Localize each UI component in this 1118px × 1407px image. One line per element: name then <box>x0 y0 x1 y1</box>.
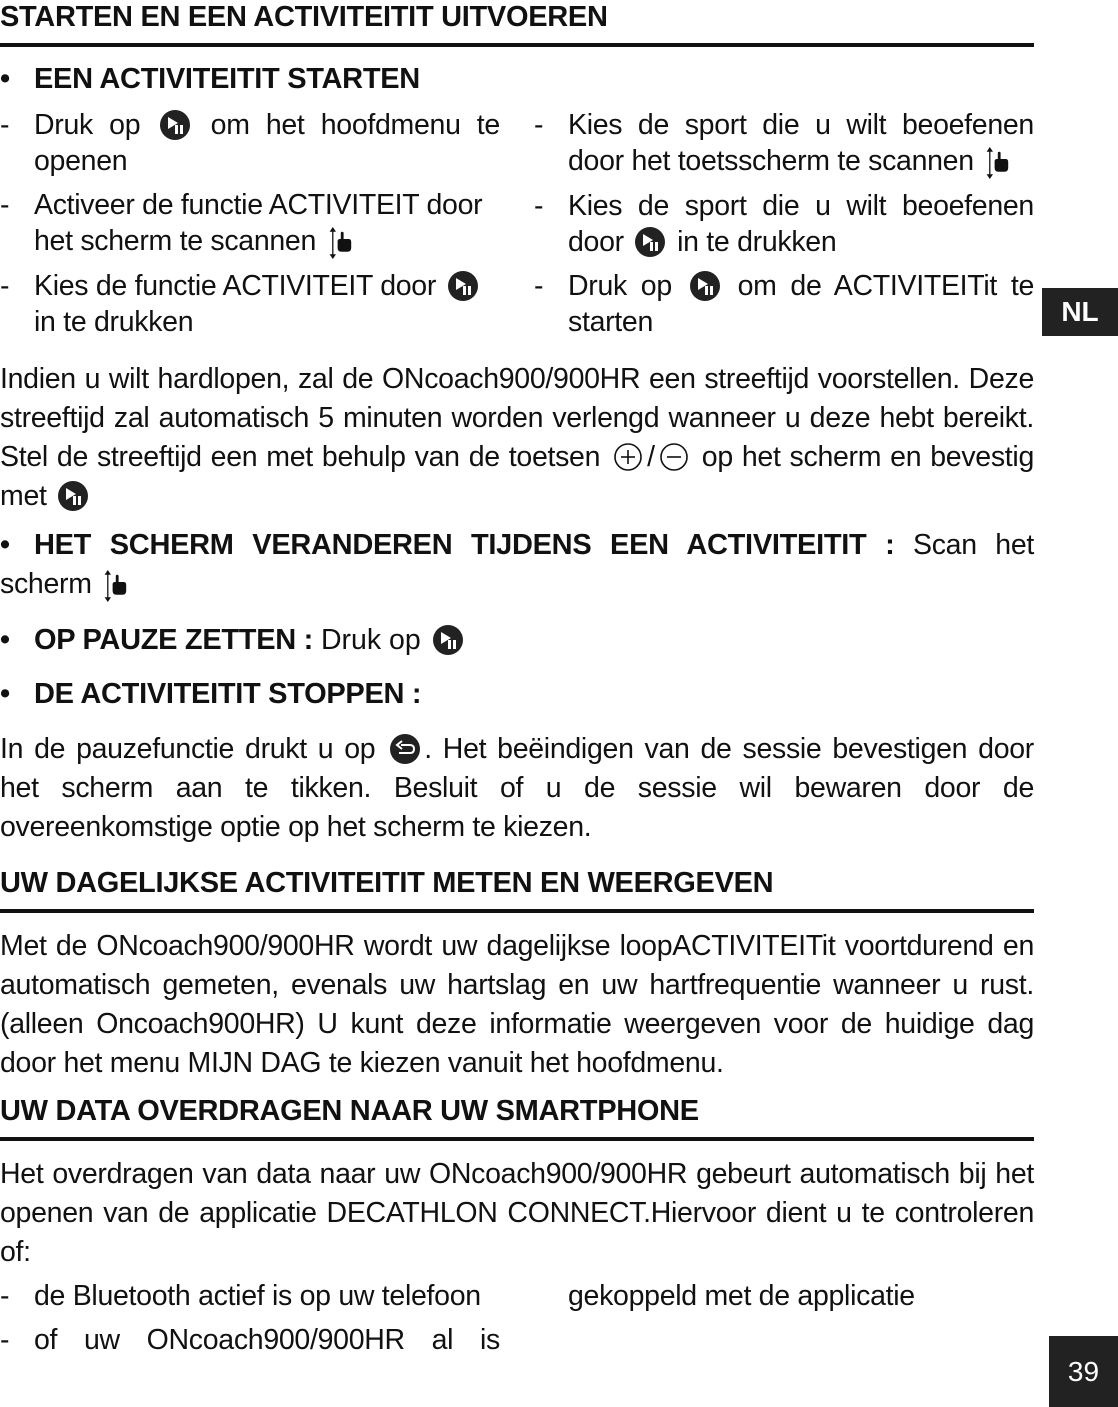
subheading-start <box>0 61 1034 97</box>
paragraph-text: op het scherm en bevestig met <box>0 441 1034 512</box>
start-steps-left <box>0 107 500 348</box>
list-item <box>534 188 1034 260</box>
play-pause-icon <box>58 481 88 511</box>
list-item <box>0 107 500 179</box>
list-dash: - <box>0 109 10 141</box>
minus-circle-icon <box>659 442 689 472</box>
list-dash: - <box>534 270 544 302</box>
list-item <box>534 1278 1034 1314</box>
play-pause-icon <box>160 110 190 140</box>
list-dash: - <box>0 270 10 302</box>
item-text: de Bluetooth actief is op uw telefoon <box>34 1280 481 1312</box>
list-item <box>0 187 500 260</box>
play-pause-icon <box>448 271 478 301</box>
change-text: Scan het scherm <box>0 529 1034 600</box>
list-dash: - <box>534 109 544 141</box>
bullet: • <box>0 63 10 95</box>
item-text: Druk op <box>568 270 672 302</box>
paragraph-text: . Het beëindigen van de sessie bevestigen door het scherm aan te tikken. Besluit of u de sessie wil bewaren door de overeenkomstige optie op het scherm te kiezen. <box>0 733 1034 843</box>
play-pause-icon <box>635 227 665 257</box>
stop-label: DE ACTIVITEITIT STOPPEN : <box>34 678 422 710</box>
transfer-checklist-right <box>534 1278 1034 1366</box>
list-item <box>0 268 500 340</box>
title-rule <box>0 43 1034 47</box>
scroll-hand-icon <box>985 146 1009 180</box>
item-text: Kies de sport die u wilt beoefenen door het toetsscherm te scannen <box>568 109 1034 177</box>
pause-label: OP PAUZE ZETTEN : <box>34 624 314 656</box>
bullet: • <box>0 624 10 656</box>
list-dash: - <box>534 190 544 222</box>
change-screen-item <box>0 526 1034 604</box>
list-item <box>534 107 1034 180</box>
play-pause-icon <box>690 271 720 301</box>
running-paragraph <box>0 360 1034 516</box>
bullet: • <box>0 678 10 710</box>
play-pause-icon <box>433 625 463 655</box>
back-icon <box>390 734 420 764</box>
page-number: 39 <box>1049 1336 1118 1407</box>
transfer-paragraph: Het overdragen van data naar uw ONcoach900/900HR gebeurt automatisch bij het openen van de applicatie DECATHLON CONNECT.Hiervoor dient u te controleren of: <box>0 1158 1034 1268</box>
item-text: Kies de sport die u wilt beoefenen door <box>568 190 1034 258</box>
list-dash: - <box>0 1324 10 1356</box>
plus-circle-icon <box>613 442 643 472</box>
item-text: of uw ONcoach900/900HR al is <box>34 1324 500 1356</box>
section-data-transfer <box>0 1094 1034 1366</box>
item-text: in te drukken <box>34 306 194 338</box>
scroll-hand-icon <box>328 226 352 260</box>
paragraph-text: In de pauzefunctie drukt u op <box>0 733 376 765</box>
section-title: UW DATA OVERDRAGEN NAAR UW SMARTPHONE <box>0 1095 699 1127</box>
transfer-checklist <box>0 1278 1034 1366</box>
list-item <box>0 1322 500 1358</box>
item-text: Activeer de functie ACTIVITEIT door het scherm te scannen <box>34 189 483 257</box>
item-text: Druk op <box>34 109 141 141</box>
pause-text: Druk op <box>320 624 421 656</box>
section-title: STARTEN EN EEN ACTIVITEITIT UITVOEREN <box>0 1 608 33</box>
change-label: HET SCHERM VERANDEREN TIJDENS EEN ACTIVITEITIT : <box>34 529 895 561</box>
item-text: gekoppeld met de applicatie <box>568 1280 915 1312</box>
stop-item <box>0 676 1034 712</box>
title-rule <box>0 1137 1034 1141</box>
list-dash: - <box>0 189 10 221</box>
bullet: • <box>0 529 10 561</box>
transfer-checklist-left <box>0 1278 500 1366</box>
subheading-text: EEN ACTIVITEITIT STARTEN <box>34 63 420 95</box>
title-rule <box>0 909 1034 913</box>
paragraph-text: Indien u wilt hardlopen, zal de ONcoach900/900HR een streeftijd voorstellen. Deze streeftijd zal automatisch 5 minuten worden verlengd wanneer u deze hebt bereikt. Stel de streeftijd een met behulp van de toetsen <box>0 363 1034 473</box>
item-text: in te drukken <box>677 226 837 258</box>
item-text: Kies de functie ACTIVITEIT door <box>34 270 437 302</box>
section-daily-activity <box>0 866 1034 1083</box>
list-dash: - <box>0 1280 10 1312</box>
pause-item <box>0 622 1034 658</box>
list-item <box>0 1278 500 1314</box>
section-title: UW DAGELIJKSE ACTIVITEITIT METEN EN WEERGEVEN <box>0 867 774 899</box>
list-item <box>534 268 1034 340</box>
scroll-hand-icon <box>103 569 127 603</box>
start-steps <box>0 107 1034 348</box>
stop-paragraph <box>0 730 1034 847</box>
start-steps-right <box>534 107 1034 348</box>
item-text: om het hoofdmenu te openen <box>34 109 500 177</box>
item-text: om de ACTIVITEITit te starten <box>568 270 1034 338</box>
separator: / <box>647 441 655 473</box>
daily-activity-paragraph: Met de ONcoach900/900HR wordt uw dagelijkse loopACTIVITEITit voortdurend en automatisch gemeten, evenals uw hartslag en uw hartfrequentie wanneer u rust. (alleen Oncoach900HR) U kunt deze informatie weergeven voor de huidige dag door het menu MIJN DAG te kiezen vanuit het hoofdmenu. <box>0 930 1034 1079</box>
language-tab: NL <box>1042 288 1118 336</box>
